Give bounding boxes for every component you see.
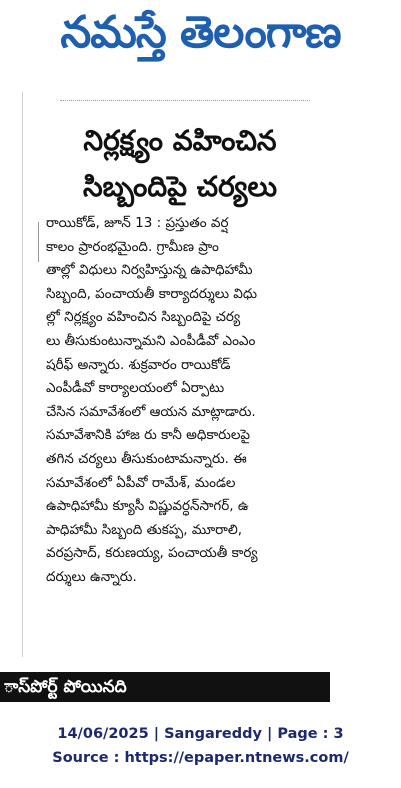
article-body: [46, 212, 332, 590]
article-line: ఎంపీడీవో కార్యాలయంలో ఏర్పాటు: [46, 380, 225, 397]
article-line: రాయికోడ్, జూన్ 13 : ప్రస్తుతం వర్ష: [46, 215, 229, 231]
article-line: తాల్లో విధులు నిర్వహిస్తున్న ఉపాధిహామీ: [46, 262, 253, 279]
headline-line-1: నిర్లక్ష్యం వహించిన: [83, 124, 277, 157]
headline-line-2: సిబ్బందిపై చర్యలు: [82, 170, 278, 203]
headline: [30, 118, 330, 210]
article-line: ల్లో నిర్లక్ష్యం వహించిన సిబ్బందిపై చర్య: [46, 309, 241, 326]
masthead-title: నమస్తే తెలంగాణ: [60, 7, 341, 58]
next-story-banner-text: ాస్‌పోర్ట్ పోయినది: [4, 677, 127, 697]
article-line: సమావేశంలో ఏపీవో రామేశ్, మండల: [46, 474, 236, 491]
article-line: వరప్రసాద్, కరుణయ్య, పంచాయతీ కార్య: [46, 545, 258, 562]
next-story-banner: [0, 672, 330, 702]
article-line: తగిన చర్యలు తీసుకుంటామన్నారు. ఈ: [46, 450, 247, 467]
article-line: దర్శులు ఉన్నారు.: [46, 568, 137, 585]
footer-date-edition: 14/06/2025 | Sangareddy | Page : 3: [57, 726, 344, 742]
article-line: చేసిన సమావేశంలో ఆయన మాట్లాడారు.: [46, 403, 256, 420]
top-rule: [60, 100, 310, 104]
footer-source: Source : https://epaper.ntnews.com/: [52, 750, 349, 766]
article-line: ఉపాధిహామీ క్యూసీ విష్ణువర్ధన్‌సాగర్, ఉ: [46, 498, 249, 515]
article-line: సిబ్బంది, పంచాయతీ కార్యాదర్శులు విధు: [46, 285, 258, 302]
article-line: లు తీసుకుంటున్నామని ఎంపీడీవో ఎంఎం: [46, 332, 256, 349]
article-line: పాధిహామీ సిబ్బంది తుకప్ప, మూరాలి,: [46, 521, 243, 538]
article-line: షరీఫ్ అన్నారు. శుక్రవారం రాయికోడ్: [46, 356, 231, 373]
article-line: కాలం ప్రారంభమైంది. గ్రామీణ ప్రాం: [46, 238, 219, 255]
article-side-rule: [38, 222, 39, 262]
article-line: సమావేశానికి హాజ రు కానీ అధికారులపై: [46, 427, 251, 444]
